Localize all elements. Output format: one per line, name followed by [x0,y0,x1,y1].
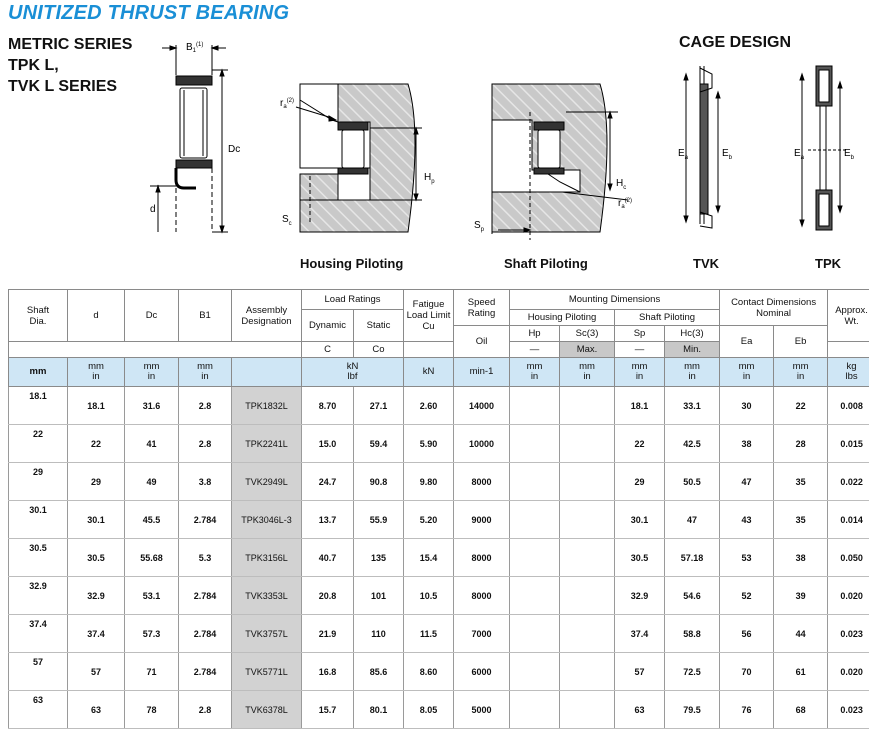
cell-sc [560,501,615,539]
sp-label: $S_p$ [474,220,485,233]
cell-dynamic-c: 21.9 [302,615,354,653]
col-weight: Approx. Wt. [828,290,869,342]
cell-weight: 0.050 [828,539,869,577]
cell-hp [510,691,560,729]
unit-cell: kN [404,358,454,387]
cell-assembly: TPK2241L [232,425,302,463]
cell-eb: 61 [774,653,828,691]
cell-assembly: TVK5771L [232,653,302,691]
cell-sp: 29 [615,463,665,501]
cell-shaft-dia: 63 [9,691,68,729]
cell-dc: 49 [125,463,179,501]
cell-sc [560,463,615,501]
cell-b1: 5.3 [179,539,232,577]
col-dash-sp: — [615,342,665,358]
cell-dynamic-c: 20.8 [302,577,354,615]
col-b1: B1 [179,290,232,342]
unit-cell: mm in [125,358,179,387]
cell-eb: 35 [774,463,828,501]
series-line: TVK L SERIES [8,76,132,97]
col-eb: Eb [774,326,828,358]
specifications-table [8,289,869,729]
cell-sp: 30.1 [615,501,665,539]
tvk-cage-drawing [684,66,720,228]
cell-weight: 0.022 [828,463,869,501]
shaft-piloting-drawing [492,84,628,240]
col-c: C [302,342,354,358]
cell-weight: 0.015 [828,425,869,463]
cell-fatigue-cu: 5.20 [404,501,454,539]
col-hc: Hc(3) [665,326,720,342]
cell-dynamic-c: 15.0 [302,425,354,463]
table-body [9,387,869,729]
cell-static-co: 55.9 [354,501,404,539]
unit-cell: min-1 [454,358,510,387]
table-row [9,691,869,729]
cell-static-co: 90.8 [354,463,404,501]
col-sc: Sc(3) [560,326,615,342]
tpk-caption: TPK [815,256,841,271]
ra-shaft-label: $r_a^{(2)}$ [618,198,632,210]
cell-eb: 38 [774,539,828,577]
col-hp: Hp [510,326,560,342]
cell-b1: 2.784 [179,577,232,615]
cell-d: 57 [68,653,125,691]
cell-dynamic-c: 13.7 [302,501,354,539]
unit-cell: kg lbs [828,358,869,387]
unit-cell: mm [9,358,68,387]
cell-sp: 30.5 [615,539,665,577]
cell-hp [510,653,560,691]
cell-fatigue-cu: 2.60 [404,387,454,425]
cell-ea: 53 [720,539,774,577]
ra-housing-label: $r_a^{(2)}$ [280,98,294,110]
cell-ea: 56 [720,615,774,653]
cell-assembly: TVK3353L [232,577,302,615]
col-fatigue: Fatigue Load Limit Cu [404,290,454,342]
table-row [9,463,869,501]
table-head [9,290,869,358]
col-housing-piloting: Housing Piloting [510,310,615,326]
cell-hp [510,501,560,539]
units-row [9,358,869,387]
cell-fatigue-cu: 10.5 [404,577,454,615]
col-static: Static [354,310,404,342]
cell-hc: 47 [665,501,720,539]
cell-ea: 30 [720,387,774,425]
cell-static-co: 101 [354,577,404,615]
cell-oil-speed: 8000 [454,577,510,615]
hp-label: $H_p$ [424,172,435,185]
ea-tpk-label: $E_a$ [794,148,805,161]
cell-d: 29 [68,463,125,501]
cell-dc: 41 [125,425,179,463]
table-row [9,577,869,615]
cell-shaft-dia: 22 [9,425,68,463]
cell-weight: 0.014 [828,501,869,539]
table-row [9,615,869,653]
cell-shaft-dia: 32.9 [9,577,68,615]
cell-d: 18.1 [68,387,125,425]
unit-cell: mm in [720,358,774,387]
cell-hp [510,539,560,577]
ea-tvk-label: $E_a$ [678,148,689,161]
unit-cell: mm in [665,358,720,387]
cell-dc: 45.5 [125,501,179,539]
cell-ea: 70 [720,653,774,691]
cell-d: 22 [68,425,125,463]
cell-shaft-dia: 30.1 [9,501,68,539]
tvk-caption: TVK [693,256,719,271]
cell-b1: 3.8 [179,463,232,501]
cell-static-co: 59.4 [354,425,404,463]
cell-hp [510,387,560,425]
cell-shaft-dia: 57 [9,653,68,691]
unit-cell: mm in [179,358,232,387]
housing-piloting-drawing [296,84,422,232]
cell-dynamic-c: 15.7 [302,691,354,729]
cell-eb: 44 [774,615,828,653]
col-ea: Ea [720,326,774,358]
cell-eb: 35 [774,501,828,539]
col-max: Max. [560,342,615,358]
unit-cell: mm in [560,358,615,387]
col-shaft-dia: Shaft Dia. [9,290,68,342]
cell-weight: 0.020 [828,577,869,615]
cell-assembly: TPK1832L [232,387,302,425]
unit-cell: mm in [615,358,665,387]
cell-dc: 31.6 [125,387,179,425]
col-d: d [68,290,125,342]
col-co: Co [354,342,404,358]
cell-hc: 72.5 [665,653,720,691]
col-min: Min. [665,342,720,358]
cell-eb: 28 [774,425,828,463]
eb-tvk-label: $E_b$ [722,148,733,161]
cell-sp: 63 [615,691,665,729]
cell-d: 30.5 [68,539,125,577]
cell-oil-speed: 14000 [454,387,510,425]
col-assembly: Assembly Designation [232,290,302,342]
col-speed: Speed Rating [454,290,510,326]
cell-sc [560,653,615,691]
cell-hp [510,615,560,653]
cell-sc [560,387,615,425]
eb-tpk-label: $E_b$ [844,148,855,161]
cell-assembly: TPK3046L-3 [232,501,302,539]
cell-sc [560,577,615,615]
cell-dc: 71 [125,653,179,691]
cell-hp [510,463,560,501]
b1-label: $B_1^{(1)}$ [186,42,203,54]
cell-weight: 0.008 [828,387,869,425]
cell-hc: 50.5 [665,463,720,501]
cell-fatigue-cu: 8.60 [404,653,454,691]
unit-cell: mm in [68,358,125,387]
cell-oil-speed: 9000 [454,501,510,539]
cell-dynamic-c: 16.8 [302,653,354,691]
col-mounting: Mounting Dimensions [510,290,720,310]
housing-piloting-caption: Housing Piloting [300,256,403,271]
table-row [9,501,869,539]
cell-ea: 43 [720,501,774,539]
cell-static-co: 85.6 [354,653,404,691]
col-oil: Oil [454,326,510,358]
cell-oil-speed: 10000 [454,425,510,463]
cell-dynamic-c: 8.70 [302,387,354,425]
cell-eb: 68 [774,691,828,729]
cell-sc [560,615,615,653]
series-line: METRIC SERIES [8,34,132,55]
cell-hp [510,425,560,463]
series-line: TPK L, [8,55,132,76]
cell-weight: 0.023 [828,691,869,729]
cell-shaft-dia: 37.4 [9,615,68,653]
cell-d: 37.4 [68,615,125,653]
cell-sp: 32.9 [615,577,665,615]
cage-design-title: CAGE DESIGN [679,34,791,52]
cell-b1: 2.8 [179,425,232,463]
cell-dc: 53.1 [125,577,179,615]
cell-fatigue-cu: 5.90 [404,425,454,463]
cell-sp: 18.1 [615,387,665,425]
col-contact: Contact Dimensions Nominal [720,290,828,326]
cell-d: 63 [68,691,125,729]
table-row [9,539,869,577]
col-shaft-piloting: Shaft Piloting [615,310,720,326]
cell-b1: 2.8 [179,691,232,729]
cell-hc: 33.1 [665,387,720,425]
cell-hc: 57.18 [665,539,720,577]
cell-assembly: TVK6378L [232,691,302,729]
cell-sc [560,425,615,463]
cell-dc: 57.3 [125,615,179,653]
tpk-cage-drawing [800,66,848,230]
page-title: UNITIZED THRUST BEARING [8,2,289,25]
table-row [9,425,869,463]
bearing-section-drawing [150,45,228,232]
cell-hc: 79.5 [665,691,720,729]
cell-fatigue-cu: 9.80 [404,463,454,501]
technical-drawings [0,0,869,290]
cell-static-co: 110 [354,615,404,653]
hc-label: $H_c$ [616,178,626,191]
cell-sp: 22 [615,425,665,463]
table-row [9,653,869,691]
d-label: d [150,204,156,215]
cell-ea: 52 [720,577,774,615]
cell-hc: 58.8 [665,615,720,653]
dc-label: Dc [228,144,240,155]
col-dynamic: Dynamic [302,310,354,342]
cell-sp: 57 [615,653,665,691]
sc-label: $S_c$ [282,214,292,227]
cell-oil-speed: 8000 [454,463,510,501]
cell-hc: 42.5 [665,425,720,463]
table-row [9,387,869,425]
cell-eb: 39 [774,577,828,615]
cell-d: 32.9 [68,577,125,615]
cell-dynamic-c: 40.7 [302,539,354,577]
cell-b1: 2.784 [179,653,232,691]
cell-dynamic-c: 24.7 [302,463,354,501]
cell-dc: 78 [125,691,179,729]
unit-cell: kN lbf [302,358,404,387]
shaft-piloting-caption: Shaft Piloting [504,256,588,271]
cell-static-co: 27.1 [354,387,404,425]
cell-assembly: TPK3156L [232,539,302,577]
cell-shaft-dia: 29 [9,463,68,501]
specifications-table-wrapper [8,289,865,729]
cell-hc: 54.6 [665,577,720,615]
cell-static-co: 135 [354,539,404,577]
cell-d: 30.1 [68,501,125,539]
unit-cell: mm in [774,358,828,387]
cell-shaft-dia: 30.5 [9,539,68,577]
cell-weight: 0.020 [828,653,869,691]
cell-oil-speed: 6000 [454,653,510,691]
cell-b1: 2.784 [179,615,232,653]
cell-shaft-dia: 18.1 [9,387,68,425]
cell-ea: 76 [720,691,774,729]
cell-hp [510,577,560,615]
cell-fatigue-cu: 11.5 [404,615,454,653]
cell-sc [560,539,615,577]
cell-eb: 22 [774,387,828,425]
cell-b1: 2.784 [179,501,232,539]
cell-sc [560,691,615,729]
cell-ea: 47 [720,463,774,501]
cell-fatigue-cu: 8.05 [404,691,454,729]
unit-cell: mm in [510,358,560,387]
cell-assembly: TVK2949L [232,463,302,501]
col-sp: Sp [615,326,665,342]
cell-oil-speed: 7000 [454,615,510,653]
cell-oil-speed: 5000 [454,691,510,729]
col-load-ratings: Load Ratings [302,290,404,310]
cell-ea: 38 [720,425,774,463]
cell-b1: 2.8 [179,387,232,425]
cell-weight: 0.023 [828,615,869,653]
cell-oil-speed: 8000 [454,539,510,577]
col-dc: Dc [125,290,179,342]
cell-sp: 37.4 [615,615,665,653]
cell-assembly: TVK3757L [232,615,302,653]
cell-fatigue-cu: 15.4 [404,539,454,577]
cell-static-co: 80.1 [354,691,404,729]
cell-dc: 55.68 [125,539,179,577]
unit-cell [232,358,302,387]
col-dash-hp: — [510,342,560,358]
